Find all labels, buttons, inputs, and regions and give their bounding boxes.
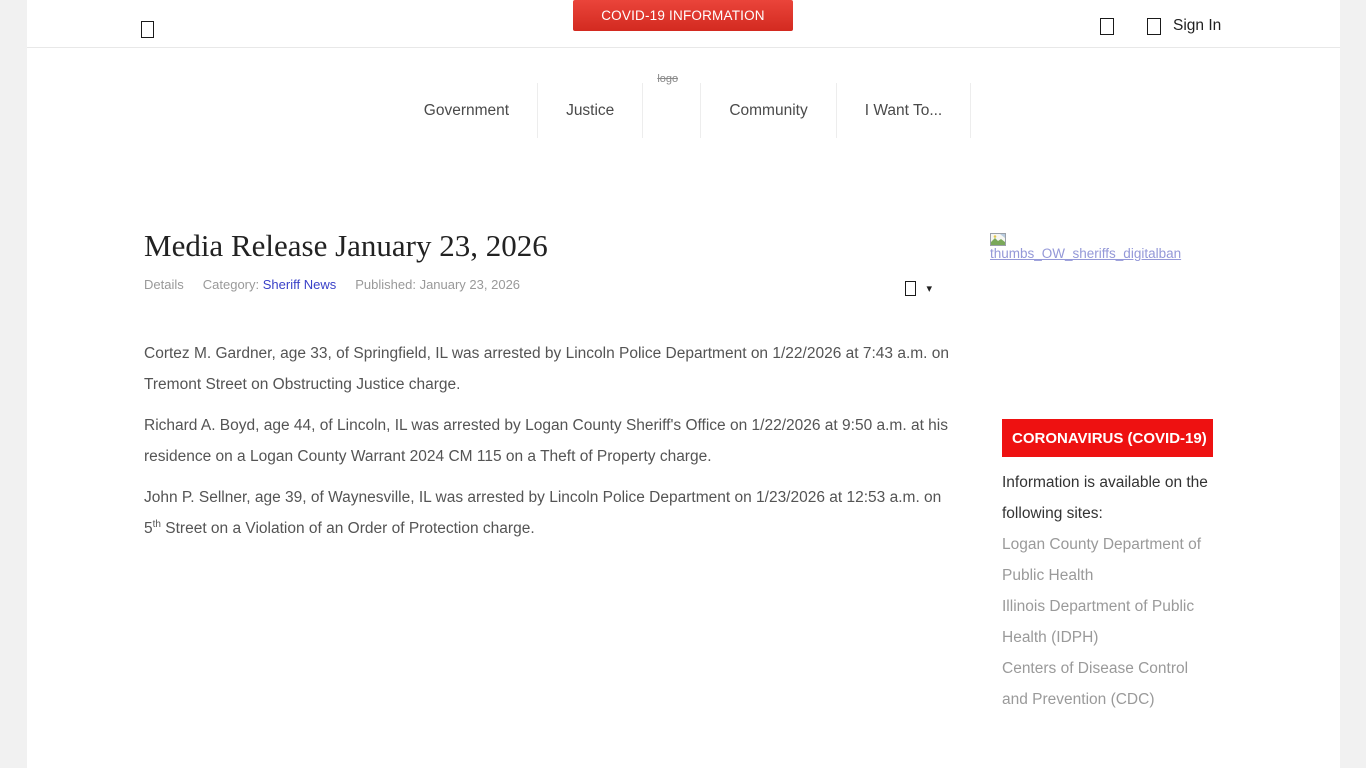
category-sheriff-news-link[interactable]: Sheriff News: [262, 277, 337, 292]
meta-category: [203, 277, 336, 292]
broken-logo-alt-text: logo: [657, 73, 679, 85]
sidebar-covid-info: [1002, 467, 1217, 715]
print-icon: [905, 281, 916, 296]
user-icon[interactable]: [1147, 18, 1161, 35]
broken-image-alt-text: thumbs_OW_sheriffs_digitalban: [990, 246, 1182, 261]
coronavirus-heading-banner: CORONAVIRUS (COVID-19): [1002, 419, 1213, 457]
topbar-divider: [27, 47, 1340, 48]
meta-published-label: Published:: [355, 277, 416, 292]
sign-in-button[interactable]: Sign In: [1173, 17, 1222, 34]
meta-details-label: Details: [144, 277, 184, 292]
article-body: [144, 338, 954, 554]
broken-image-icon: [990, 233, 1007, 247]
chevron-down-icon: ▾: [926, 283, 932, 296]
nav-item-i-want-to[interactable]: I Want To...: [836, 83, 972, 138]
main-nav: [27, 73, 1340, 138]
meta-published-value: January 23, 2026: [419, 277, 521, 292]
nav-item-government[interactable]: Government: [423, 101, 510, 119]
covid-information-button[interactable]: COVID-19 INFORMATION: [573, 0, 793, 31]
ordinal-superscript: th: [152, 518, 161, 530]
page-title: Media Release January 23, 2026: [144, 228, 548, 263]
site-logo[interactable]: [642, 73, 700, 138]
right-sidebar: [990, 233, 1235, 708]
arrest-paragraph: Richard A. Boyd, age 44, of Lincoln, IL was arrested by Logan County Sheriff's Office on 1/22/2026 at 9:50 a.m. at his residence on a Logan County Warrant 2024 CM 115 on a Theft of Property charge.: [144, 417, 948, 465]
article-tools-dropdown[interactable]: [905, 280, 932, 298]
sheriffs-digital-banner-broken-image[interactable]: [990, 233, 1220, 263]
menu-icon[interactable]: [141, 21, 154, 38]
nav-item-community[interactable]: Community: [700, 83, 835, 138]
page-container: [27, 0, 1340, 768]
covid-info-text: Information is available on the following sites:: [1002, 474, 1208, 522]
nav-item-justice[interactable]: Justice: [537, 83, 642, 138]
meta-category-label: Category:: [202, 277, 260, 292]
search-icon[interactable]: [1100, 18, 1114, 35]
meta-published: [355, 277, 520, 292]
link-logan-county-health[interactable]: Logan County Department of Public Health: [1002, 536, 1202, 584]
arrest-paragraph: Cortez M. Gardner, age 33, of Springfield, IL was arrested by Lincoln Police Department on 1/22/2026 at 7:43 a.m. on Tremont Street on Obstructing Justice charge.: [144, 345, 950, 393]
arrest-paragraph: John P. Sellner, age 39, of Waynesville, IL was arrested by Lincoln Police Department on 1/23/2026 at 12:53 a.m. on 5th Street on a Violation of an Order of Protection charge.: [144, 489, 942, 537]
article-meta: [144, 277, 520, 292]
link-cdc[interactable]: Centers of Disease Control and Prevention (CDC): [1002, 660, 1189, 708]
link-illinois-idph[interactable]: Illinois Department of Public Health (IDPH): [1002, 598, 1195, 646]
